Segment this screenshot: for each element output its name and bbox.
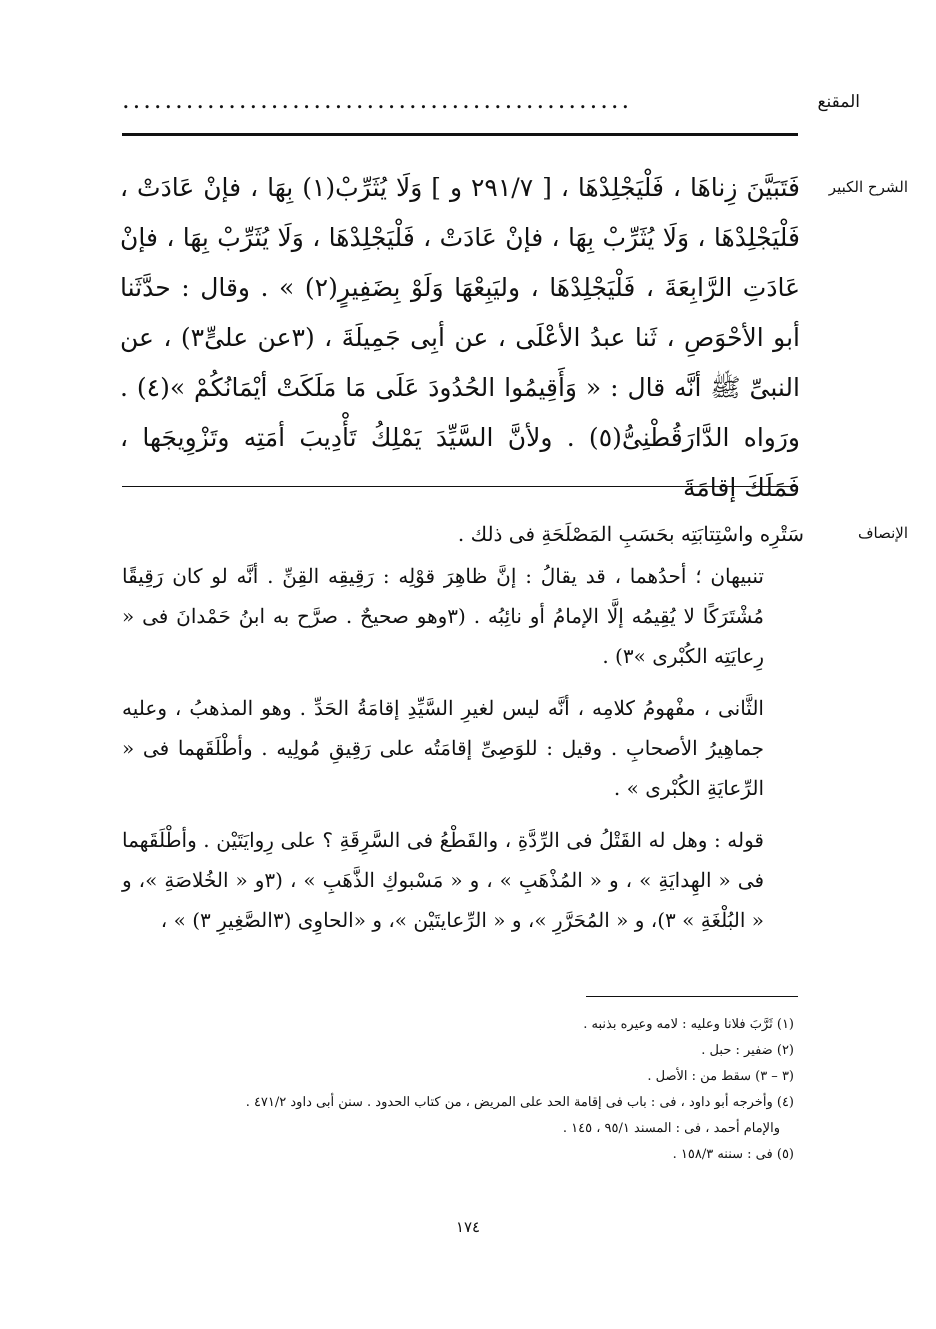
footnote-1: (١) ثَرَّبَ فلانا وعليه : لامه وعيره بذنبه . xyxy=(583,1017,794,1032)
section-divider xyxy=(122,486,798,487)
insaf-paragraph-1: سَتْرِه واسْتِتابَتِه بحَسَبِ المَصْلَحَةِ فى ذلك . xyxy=(457,522,804,546)
footnote-2: (٢) ضفير : حبل . xyxy=(701,1043,794,1058)
side-label-insaf: الإنصاف xyxy=(857,524,908,542)
insaf-paragraph-3: الثَّانى ، مفْهومُ كلامِه ، أنَّه ليس لغيرِ السَّيِّدِ إقامَةُ الحَدِّ . وهو المذهبُ ، وعليه جماهِيرُ الأصحابِ . وقيل : للوَصِىِّ إقامَتُه على رَقِيقِ مُولِيه . وأطْلَقَهما فى « الرِّعايَةِ الكُبْرى » . xyxy=(122,696,764,800)
header-rule xyxy=(122,133,798,136)
header-book-title: المقنع xyxy=(817,92,860,112)
footnote-rule xyxy=(586,996,798,997)
footnote-5: (٥) فى : سننه ١٥٨/٣ . xyxy=(672,1147,794,1162)
sharh-text-block: فَتَبَيَّنَ زِناهَا ، فَلْيَجْلِدْهَا ، [ ٢٩١/٧ و ] وَلَا يُثَرِّبْ(١) بِهَا ، فإنْ عَادَتْ ، فَلْيَجْلِدْهَا ، وَلَا يُثَرِّبْ بِهَا ، فإنْ عَادَتْ ، فَلْيَجْلِدْهَا ، وَلَا يُثَرِّبْ بِهَا ، فإنْ عَادَتِ الرَّابِعَةَ ، فَلْيَجْلِدْهَا ، وليَبِعْهَا وَلَوْ بِضَفِيرٍ(٢) » . وقال : حدَّثَنا أبو الأحْوَصِ ، ثَنا عبدُ الأعْلَى ، عن أبِى جَمِيلَةَ ، (٣عن علىٍّ٣) ، عن النبىِّ ﷺ أنَّه قال : « وَأَقِيمُوا الحُدُودَ عَلَى مَا مَلَكَتْ أيْمَانُكُمْ »(٤) . ورَواه الدَّارَقُطْنِىُّ(٥) . ولأنَّ السَّيِّدَ يَمْلِكُ تَأْدِيبَ أمَتِه وتَزْوِيجَها ، فَمَلَكَ إقامَةَ xyxy=(120,173,801,502)
footnote-4: (٤) وأخرجه أبو داود ، فى : باب فى إقامة الحد على المريض ، من كتاب الحدود . سنن أبى داود ٤٧١/٢ . xyxy=(245,1095,794,1110)
side-label-sharh: الشرح الكبير xyxy=(828,178,908,196)
footnotes-block xyxy=(100,1012,794,1168)
footnote-4-continued: والإمام أحمد ، فى : المسند ٩٥/١ ، ١٤٥ . xyxy=(562,1121,780,1136)
insaf-paragraph-4: قوله : وهل له القَتْلُ فى الرِّدَّةِ ، والقَطْعُ فى السَّرِقَةِ ؟ على رِوايَتَيْن . وأطْلَقَهما فى « الهِدايَةِ » ، و « المُذْهَبِ » ، و « مَسْبوكِ الذَّهَبِ » ، (٣و « الخُلاصَةِ »، و « البُلْغَةِ » ٣)، و « المُحَرَّرِ »، و « الرِّعايتَيْن »، و «الحاوِى (٣الصَّغِيرِ ٣) » ، xyxy=(122,828,765,932)
insaf-paragraph-2: تنبيهان ؛ أحدُهما ، قد يقالُ : إنَّ ظاهِرَ قوْلِه : رَقِيقِه القِنِّ . أنَّه لو كان رَقِيقًا مُشْتَرَكًا لا يُقِيمُه إلَّا الإمامُ أو نائِبُه . (٣وهو صحيحٌ . صرَّح به ابنُ حَمْدانَ فى « رِعايَتِه الكُبْرى »٣) . xyxy=(122,564,764,668)
page-number: ١٧٤ xyxy=(455,1218,481,1236)
footnote-3: (٣ – ٣) سقط من : الأصل . xyxy=(647,1069,794,1084)
header-dotted-leader: ................................................ xyxy=(122,86,633,114)
insaf-text-block xyxy=(122,514,804,952)
